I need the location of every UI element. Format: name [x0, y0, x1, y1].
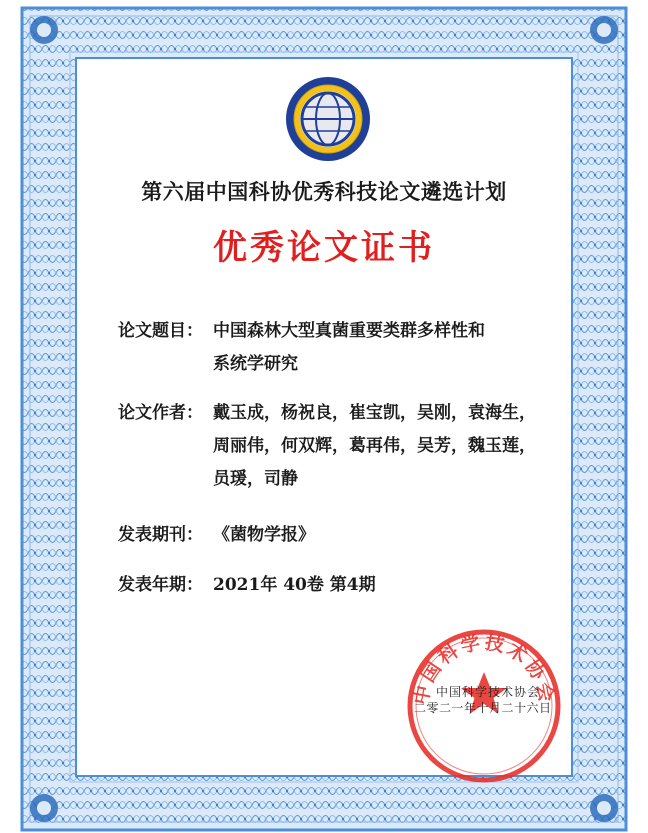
certificate-title: 优秀论文证书 [213, 228, 435, 268]
authors-line: 周丽伟，何双辉，葛再伟，吴芳，魏玉莲， [213, 436, 536, 456]
program-title: 第六届中国科协优秀科技论文遴选计划 [141, 179, 507, 204]
paper-title-line: 系统学研究 [213, 354, 298, 374]
issuer-name: 中国科学技术协会 [436, 685, 541, 699]
cast-emblem [285, 76, 371, 162]
issue-date: 二零二一年十月二十六日 [414, 701, 552, 715]
authors-line: 戴玉成，杨祝良，崔宝凯，吴刚，袁海生， [213, 403, 536, 423]
seal-arc-text: 中国科学技术协会 [410, 631, 558, 707]
authors-line: 员瑗，司静 [213, 469, 298, 489]
authors-label: 论文作者： [118, 403, 203, 423]
publication-label: 发表年期： [118, 575, 203, 595]
publication-value: 2021年 40卷 第4期 [213, 575, 376, 595]
journal-value: 《菌物学报》 [213, 525, 315, 545]
paper-title-label: 论文题目： [118, 321, 203, 341]
paper-title-line: 中国森林大型真菌重要类群多样性和 [213, 321, 485, 341]
journal-label: 发表期刊： [118, 525, 203, 545]
